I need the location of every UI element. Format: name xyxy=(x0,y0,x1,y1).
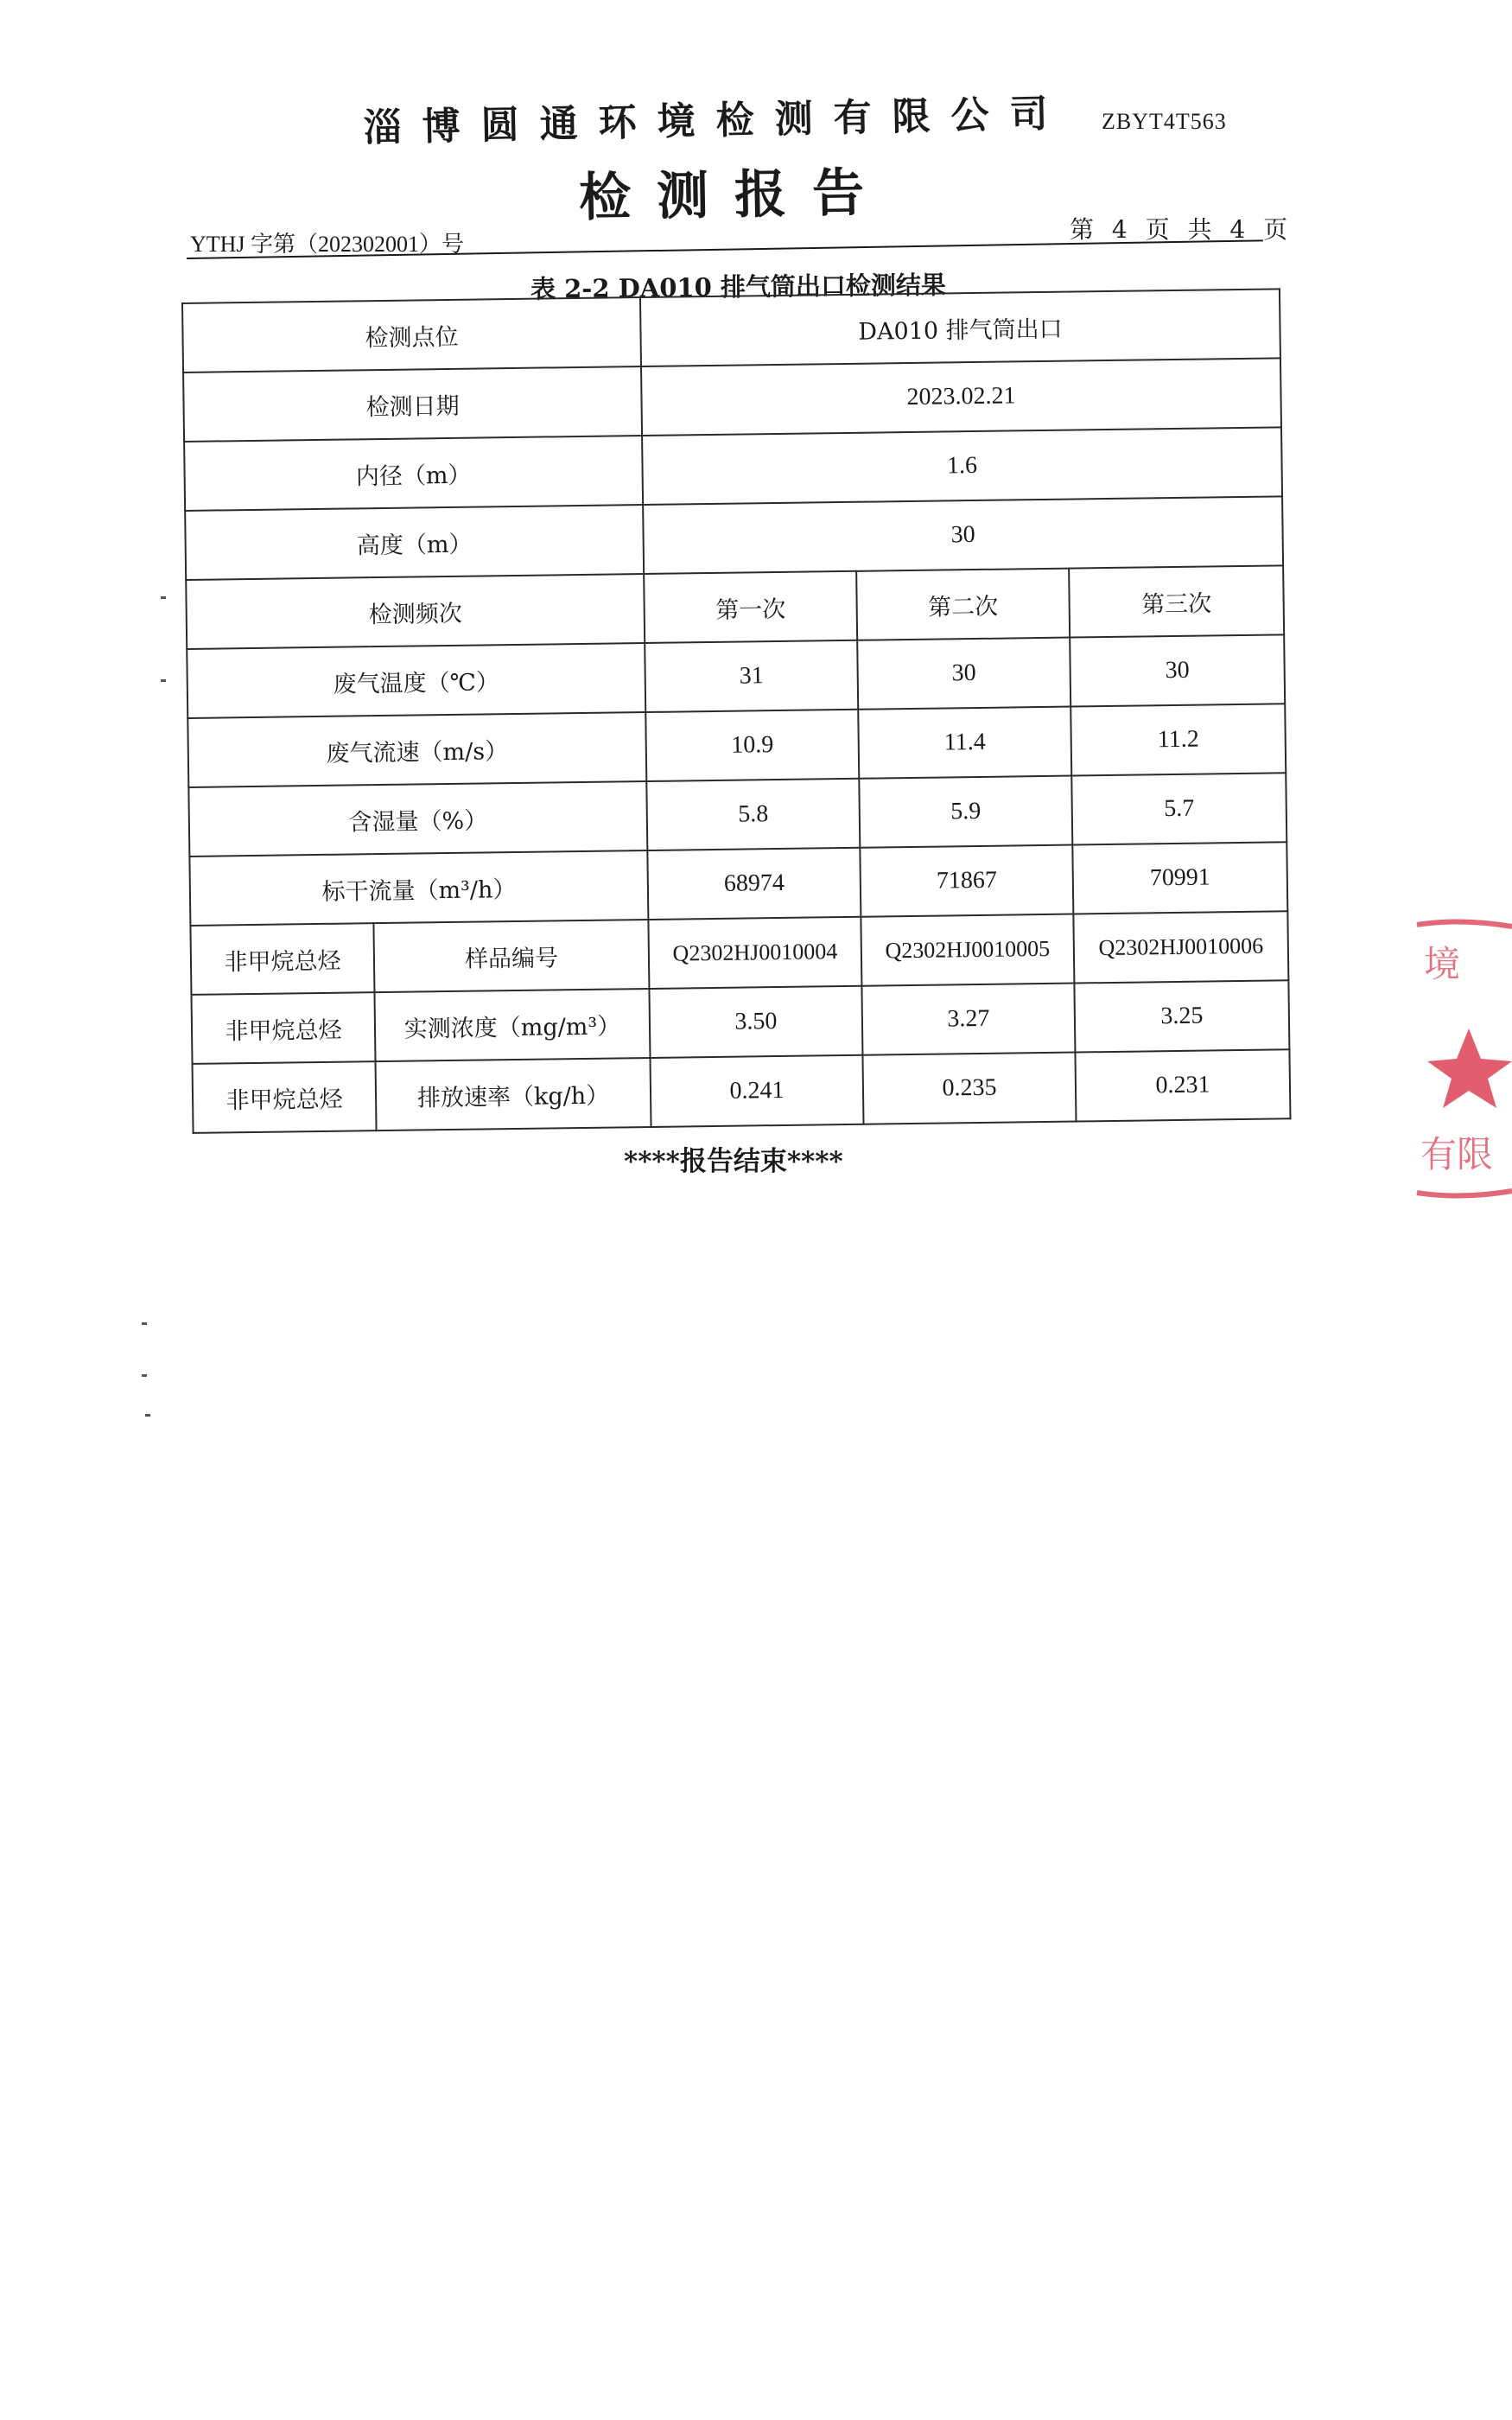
item-label: 实测浓度（mg/m³） xyxy=(374,989,650,1061)
seal-arc xyxy=(1417,1191,1512,1196)
row-label: 标干流量（m³/h） xyxy=(189,850,648,926)
results-table xyxy=(181,288,1292,1134)
scan-speck xyxy=(145,1414,150,1417)
row-value: DA010 排气筒出口 xyxy=(640,289,1280,366)
cell-value: 30 xyxy=(1070,634,1285,706)
report-end-mark: ****报告结束**** xyxy=(624,1146,843,1177)
row-label: 内径（m） xyxy=(184,436,643,511)
cell-value: 第二次 xyxy=(856,569,1070,640)
report-title: 检测报告 xyxy=(578,162,891,229)
scan-speck xyxy=(142,1322,147,1325)
results-table-container xyxy=(181,288,1292,1134)
row-label: 检测日期 xyxy=(183,366,642,442)
cell-value: 11.2 xyxy=(1070,704,1286,775)
scan-speck xyxy=(161,679,166,682)
document-code: ZBYT4T563 xyxy=(1102,109,1227,134)
cell-value: Q2302HJ0010005 xyxy=(861,914,1074,986)
row-label: 高度（m） xyxy=(185,505,644,580)
pollutant-label: 非甲烷总烃 xyxy=(193,1061,377,1133)
row-label: 含湿量（%） xyxy=(188,781,647,857)
row-value: 30 xyxy=(643,496,1283,574)
scan-speck xyxy=(161,596,166,599)
cell-value: Q2302HJ0010004 xyxy=(648,917,861,989)
pollutant-label: 非甲烷总烃 xyxy=(190,923,374,995)
seal-text: 有限 xyxy=(1420,1133,1494,1175)
page-indicator: 第 4 页 共 4 页 xyxy=(1070,215,1293,244)
item-label: 排放速率（kg/h） xyxy=(376,1058,651,1130)
cell-value: 11.4 xyxy=(858,707,1071,779)
pollutant-label: 非甲烷总烃 xyxy=(191,992,375,1064)
cell-value: 0.241 xyxy=(650,1055,863,1127)
cell-value: 68974 xyxy=(647,848,861,920)
cell-value: 5.9 xyxy=(859,776,1072,848)
row-label: 废气温度（℃） xyxy=(187,643,645,718)
item-label: 样品编号 xyxy=(373,920,649,992)
cell-value: 31 xyxy=(645,640,858,712)
cell-value: 0.231 xyxy=(1075,1049,1290,1121)
row-value: 1.6 xyxy=(642,427,1282,505)
cell-value: 70991 xyxy=(1072,842,1287,914)
company-name: 淄博圆通环境检测有限公司 xyxy=(363,91,1070,150)
seal-arc xyxy=(1417,921,1512,927)
cell-value: 71867 xyxy=(860,845,1073,917)
report-number: YTHJ 字第（202302001）号 xyxy=(190,232,465,257)
cell-value: 3.25 xyxy=(1074,980,1289,1052)
cell-value: 0.235 xyxy=(862,1053,1076,1124)
row-label: 废气流速（m/s） xyxy=(187,712,646,787)
table-caption: 表 2-2 DA010 排气筒出口检测结果 xyxy=(530,270,947,304)
cell-value: 第三次 xyxy=(1069,565,1284,637)
row-label: 检测点位 xyxy=(182,297,641,373)
scan-speck xyxy=(142,1374,147,1377)
row-label: 检测频次 xyxy=(186,574,645,649)
row-value: 2023.02.21 xyxy=(641,358,1281,436)
company-seal-stamp xyxy=(1408,916,1512,1201)
seal-text: 境 xyxy=(1424,943,1461,985)
cell-value: Q2302HJ0010006 xyxy=(1073,911,1288,983)
table-row xyxy=(193,1049,1291,1133)
cell-value: 第一次 xyxy=(644,571,857,643)
cell-value: 5.7 xyxy=(1071,773,1286,844)
cell-value: 30 xyxy=(857,638,1070,710)
cell-value: 3.27 xyxy=(861,984,1075,1055)
cell-value: 10.9 xyxy=(645,710,859,781)
seal-star-icon xyxy=(1427,1028,1512,1108)
cell-value: 3.50 xyxy=(649,986,862,1058)
cell-value: 5.8 xyxy=(646,779,860,850)
